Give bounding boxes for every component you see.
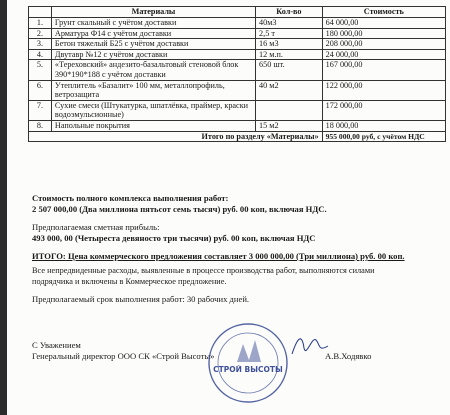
row-number: 1. [29, 18, 52, 29]
row-material: Утеплитель «Базалит» 100 мм, металлопрофиль, ветрозащита [51, 80, 255, 100]
row-cost: 167 000,00 [322, 60, 445, 80]
total-value: 955 000,00 руб, с учётом НДС [322, 131, 445, 142]
row-number: 8. [29, 120, 52, 131]
table-row [29, 120, 446, 131]
table-row [29, 49, 446, 60]
row-material: Сухие смеси (Штукатурка, шпатлёвка, праймер, краски водоэмульсионные) [51, 100, 255, 120]
row-quantity [256, 100, 323, 120]
row-quantity: 12 м.п. [256, 49, 323, 60]
table-header-row [29, 7, 446, 18]
row-cost: 172 000,00 [322, 100, 445, 120]
header-cost: Стоимость [322, 7, 445, 18]
table-row [29, 28, 446, 39]
materials-table [28, 6, 446, 142]
row-cost: 64 000,00 [322, 18, 445, 29]
header-quantity: Кол-во [256, 7, 323, 18]
header-materials: Материалы [51, 7, 255, 18]
signature-icon [290, 330, 330, 360]
total-label-text: ИТОГО: [32, 251, 66, 261]
cost-title: Стоимость полного комплекса выполнения работ: [32, 193, 229, 203]
row-number: 6. [29, 80, 52, 100]
table-row [29, 100, 446, 120]
signature-name: А.В.Ходявко [325, 351, 372, 361]
row-material: Арматура Ф14 с учётом доставки [51, 28, 255, 39]
profit-value: 493 000, 00 (Четыреста девяносто три тысячи) руб. 00 коп, включая НДС [32, 233, 316, 243]
table-row [29, 60, 446, 80]
row-cost: 208 000,00 [322, 39, 445, 50]
table-row [29, 80, 446, 100]
row-material: Грунт скальный с учётом доставки [51, 18, 255, 29]
row-number: 2. [29, 28, 52, 39]
company-stamp [207, 322, 289, 404]
row-number: 4. [29, 49, 52, 60]
row-material: Бетон тяжелый Б25 с учётом доставки [51, 39, 255, 50]
signature-position: Генеральный директор ООО СК «Строй Высоты» [32, 351, 215, 361]
stamp-text: СТРОЙ ВЫСОТЫ [213, 365, 283, 374]
cost-value: 2 507 000,00 (Два миллиона пятьсот семь тысяч) руб. 00 коп, включая НДС. [32, 204, 327, 214]
profit-title: Предполагаемая сметная прибыль: [32, 222, 160, 232]
row-quantity: 650 шт. [256, 60, 323, 80]
stamp-icon [207, 322, 289, 404]
row-material: Двутавр №12 с учётом доставки [51, 49, 255, 60]
row-quantity: 40м3 [256, 18, 323, 29]
page-edge [0, 0, 7, 415]
header-number [29, 7, 52, 18]
row-number: 3. [29, 39, 52, 50]
note-line-1: Все непредвиденные расходы, выявленные в процессе производства работ, выполняются силами [32, 266, 375, 275]
row-quantity: 16 м3 [256, 39, 323, 50]
row-cost: 24 000,00 [322, 49, 445, 60]
row-cost: 18 000,00 [322, 120, 445, 131]
row-cost: 122 000,00 [322, 80, 445, 100]
table-total-row [29, 131, 446, 142]
note-line-2: подрядчика и включены в Коммерческое предложение. [32, 277, 227, 286]
row-quantity: 2,5 т [256, 28, 323, 39]
row-quantity: 40 м2 [256, 80, 323, 100]
table-row [29, 18, 446, 29]
total-label: Итого по разделу «Материалы» [29, 131, 323, 142]
table-row [29, 39, 446, 50]
row-number: 5. [29, 60, 52, 80]
row-material: «Тереховский» андезито-базальтовый стеновой блок 390*190*188 с учётом доставки [51, 60, 255, 80]
total-line [32, 251, 405, 261]
row-quantity: 15 м2 [256, 120, 323, 131]
term-text: Предполагаемый срок выполнения работ: 30 рабочих дней. [32, 294, 250, 304]
signature-greeting: С Уважением [32, 340, 81, 350]
row-cost: 180 000,00 [322, 28, 445, 39]
row-material: Напольные покрытия [51, 120, 255, 131]
total-text: Цена коммерческого предложения составляет 3 000 000,00 (Три миллиона) руб. 00 коп. [65, 251, 405, 261]
row-number: 7. [29, 100, 52, 120]
